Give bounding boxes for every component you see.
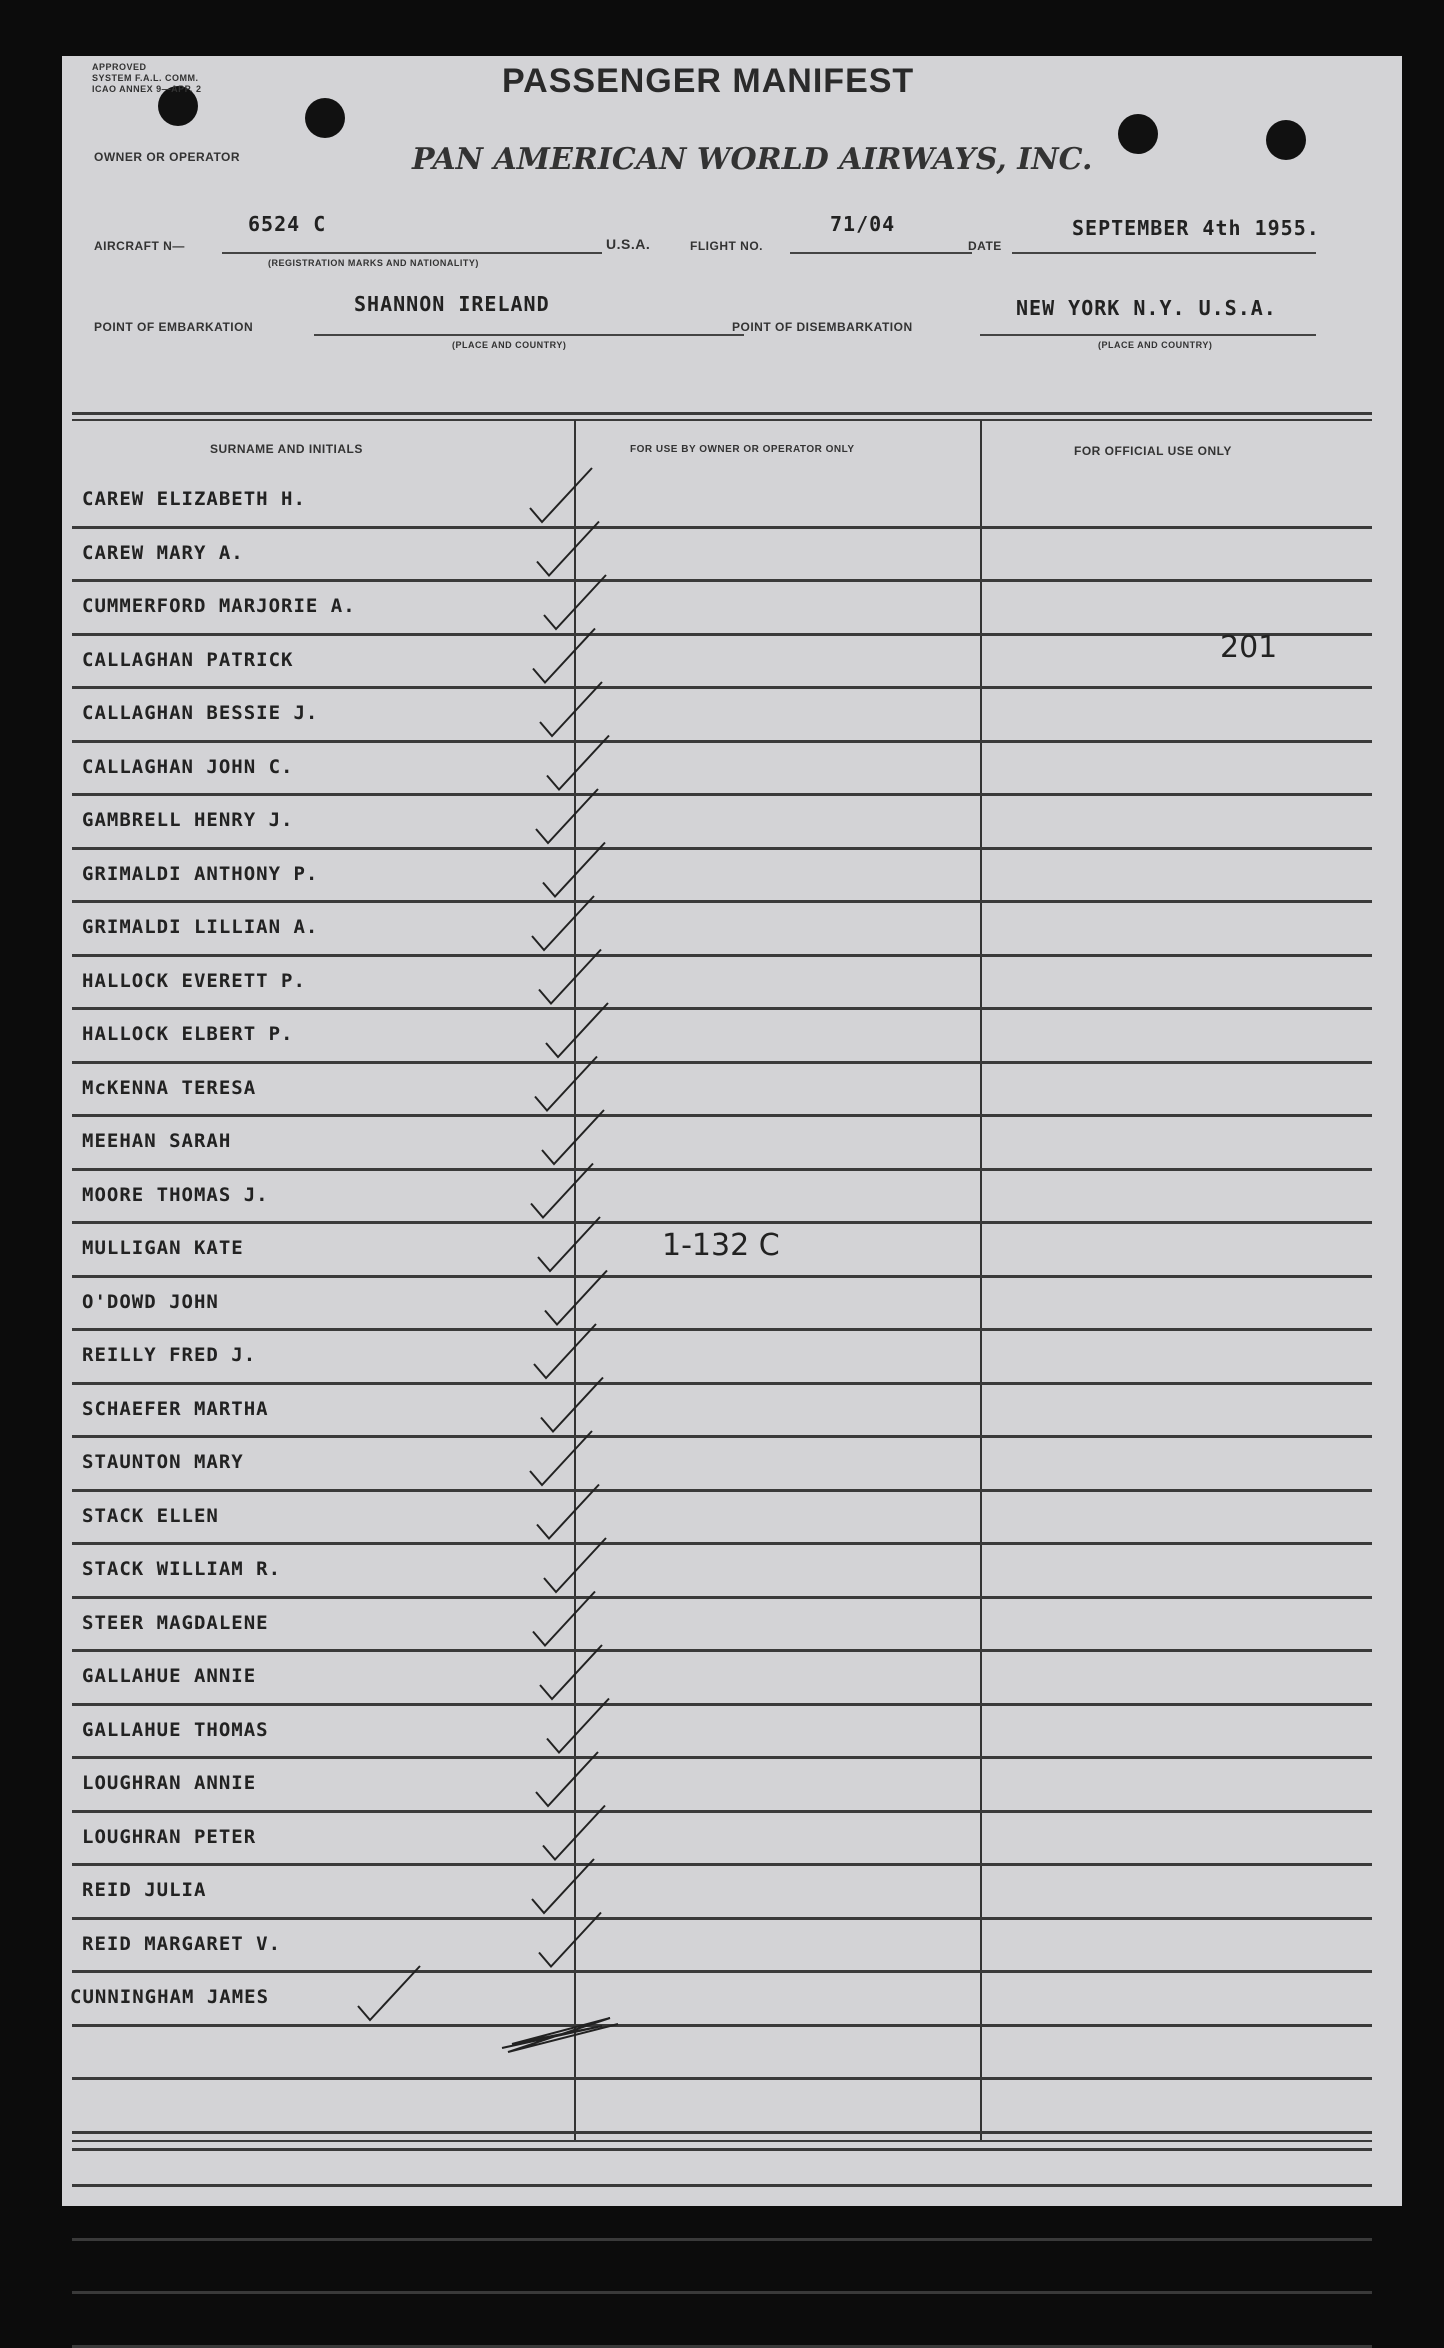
passenger-name: STAUNTON MARY: [82, 1451, 244, 1473]
row-rule: [72, 2345, 1372, 2348]
checkmark: [543, 1806, 605, 1860]
checkmark: [547, 736, 609, 790]
date-label: DATE: [968, 239, 1002, 253]
passenger-name: STACK WILLIAM R.: [82, 1558, 282, 1580]
checkmark: [530, 1431, 592, 1485]
disembarkation-value: NEW YORK N.Y. U.S.A.: [1016, 296, 1277, 320]
checkmark: [530, 468, 592, 522]
passenger-name: CALLAGHAN JOHN C.: [82, 755, 294, 778]
checkmark: [536, 1752, 598, 1806]
checkmark: [532, 896, 594, 950]
aircraft-sublabel: (REGISTRATION MARKS AND NATIONALITY): [268, 258, 479, 268]
flight-value: 71/04: [830, 212, 896, 236]
passenger-name: GRIMALDI ANTHONY P.: [82, 862, 319, 885]
owner-label: OWNER OR OPERATOR: [94, 150, 241, 164]
checkmark: [543, 843, 605, 897]
checkmark: [533, 629, 595, 683]
row-rule: [72, 2291, 1372, 2294]
checkmarks-layer: [62, 56, 1402, 2206]
passenger-name: GALLAHUE ANNIE: [82, 1665, 257, 1687]
embarkation-sublabel: (PLACE AND COUNTRY): [452, 340, 567, 350]
manifest-title: PASSENGER MANIFEST: [502, 62, 915, 100]
checkmark: [544, 575, 606, 629]
passenger-name: McKENNA TERESA: [82, 1076, 257, 1099]
passenger-name: LOUGHRAN ANNIE: [82, 1772, 257, 1794]
passenger-name: MOORE THOMAS J.: [82, 1183, 269, 1206]
approval-line: ICAO ANNEX 9—APP. 2: [92, 84, 202, 94]
checkmark: [532, 1859, 594, 1913]
checkmark: [537, 1485, 599, 1539]
checkmark: [546, 1003, 608, 1057]
aircraft-country: U.S.A.: [606, 236, 651, 252]
passenger-name: SCHAEFER MARTHA: [82, 1397, 269, 1420]
checkmark: [358, 1966, 420, 2020]
passenger-name: CUNNINGHAM JAMES: [70, 1986, 270, 2008]
passenger-name: GRIMALDI LILLIAN A.: [82, 916, 319, 938]
checkmark: [540, 1645, 602, 1699]
passenger-name: CAREW ELIZABETH H.: [82, 488, 306, 510]
column-header-operator: FOR USE BY OWNER OR OPERATOR ONLY: [630, 444, 855, 455]
passenger-name: LOUGHRAN PETER: [82, 1825, 257, 1848]
checkmark: [539, 1913, 601, 1967]
flight-label: FLIGHT NO.: [690, 239, 763, 253]
passenger-name: STACK ELLEN: [82, 1504, 219, 1527]
checkmark: [534, 1324, 596, 1378]
checkmark: [539, 950, 601, 1004]
row-rule: [72, 2238, 1372, 2241]
checkmark: [536, 789, 598, 843]
passenger-name: GALLAHUE THOMAS: [82, 1718, 269, 1741]
checkmark: [531, 1164, 593, 1218]
passenger-name: MULLIGAN KATE: [82, 1237, 244, 1259]
checkmark: [544, 1538, 606, 1592]
approval-line: APPROVED: [92, 62, 147, 72]
passenger-name: CALLAGHAN BESSIE J.: [82, 702, 319, 724]
passenger-name: STEER MAGDALENE: [82, 1611, 269, 1634]
checkmark: [542, 1110, 604, 1164]
embarkation-label: POINT OF EMBARKATION: [94, 320, 254, 334]
checkmark: [538, 1217, 600, 1271]
aircraft-label: AIRCRAFT N—: [94, 239, 185, 253]
operator-name: PAN AMERICAN WORLD AIRWAYS, INC.: [412, 142, 1093, 177]
checkmark: [533, 1592, 595, 1646]
passenger-name: HALLOCK EVERETT P.: [82, 969, 306, 992]
disembarkation-label: POINT OF DISEMBARKATION: [732, 320, 913, 334]
passenger-name: CUMMERFORD MARJORIE A.: [82, 595, 356, 617]
embarkation-value: SHANNON IRELAND: [354, 292, 550, 316]
passenger-name: REILLY FRED J.: [82, 1344, 257, 1366]
passenger-name: CAREW MARY A.: [82, 541, 244, 564]
operator-annotation: 1-132 C: [662, 1228, 780, 1263]
checkmark: [541, 1378, 603, 1432]
disembarkation-sublabel: (PLACE AND COUNTRY): [1098, 340, 1213, 350]
checkmark: [537, 522, 599, 576]
passenger-name: REID JULIA: [82, 1879, 207, 1901]
passenger-name: CALLAGHAN PATRICK: [82, 648, 294, 671]
checkmark: [545, 1271, 607, 1325]
passenger-name: HALLOCK ELBERT P.: [82, 1023, 294, 1045]
checkmark: [535, 1057, 597, 1111]
approval-line: SYSTEM F.A.L. COMM.: [92, 73, 199, 83]
official-annotation: 201: [1220, 630, 1278, 665]
passenger-name: O'DOWD JOHN: [82, 1290, 219, 1313]
manifest-page: [62, 56, 1402, 2206]
passenger-name: REID MARGARET V.: [82, 1932, 282, 1955]
scribble-mark: [502, 2018, 618, 2052]
passenger-name: MEEHAN SARAH: [82, 1130, 232, 1152]
checkmark: [540, 682, 602, 736]
column-header-surname: SURNAME AND INITIALS: [210, 442, 363, 456]
date-value: SEPTEMBER 4th 1955.: [1072, 216, 1320, 240]
aircraft-value: 6524 C: [248, 212, 327, 236]
column-header-official: FOR OFFICIAL USE ONLY: [1074, 444, 1232, 458]
checkmark: [547, 1699, 609, 1753]
passenger-name: GAMBRELL HENRY J.: [82, 809, 294, 831]
